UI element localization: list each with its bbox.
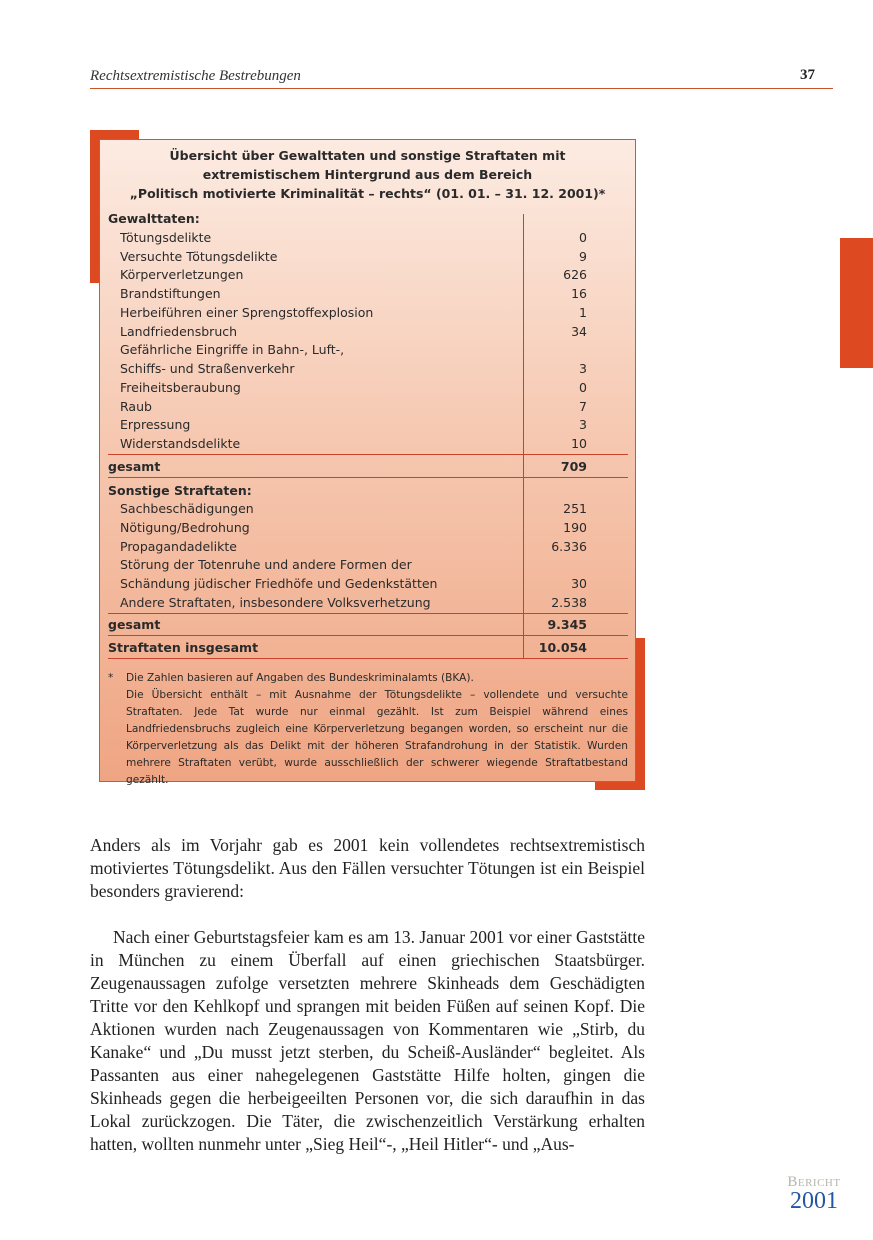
row-value: 3: [579, 361, 587, 376]
row-label: Nötigung/Bedrohung: [120, 520, 250, 535]
row-value: 626: [563, 267, 587, 282]
row-value: 2.538: [551, 595, 587, 610]
table-row: [108, 593, 628, 612]
rule-line: [108, 658, 628, 659]
subtotal-row-violent: [108, 457, 628, 476]
table-footnote: [108, 670, 628, 789]
row-value: 709: [560, 459, 587, 474]
table-row: [108, 284, 628, 303]
body-paragraph: Anders als im Vorjahr gab es 2001 kein vollendetes rechtsextremistisch motiviertes Tötungsdelikt. Aus den Fällen versuchter Tötungen ist ein Beispiel besonders gravierend:: [90, 835, 645, 901]
table-row: [108, 397, 628, 416]
row-label: Sachbeschädigungen: [120, 501, 254, 516]
table-row: [108, 265, 628, 284]
table-row: [108, 359, 628, 378]
row-value: 10.054: [538, 640, 587, 655]
footnote-explanation: Die Übersicht enthält – mit Ausnahme der Tötungsdelikte – vollendete und versuchte Straftaten. Jede Tat wurde nur einmal gezählt. Ist zum Beispiel während eines Landfriedensbruchs zugleich eine Körperverletzung begangen worden, so erscheint nur die Körperverletzung als das Delikt mit der höheren Strafandrohung in der Statistik. Wurden mehrere Straftaten verübt, wurde ausschließlich der schwerer wiegende Straftatbestand gezählt.: [126, 689, 628, 786]
row-value: 9: [579, 249, 587, 264]
row-label: Schändung jüdischer Friedhöfe und Gedenkstätten: [120, 576, 438, 591]
row-label: Schiffs- und Straßenverkehr: [120, 361, 295, 376]
logo-word: Bericht: [787, 1174, 841, 1190]
table-row: [108, 228, 628, 247]
row-value: 9.345: [547, 617, 587, 632]
section-heading-label: Sonstige Straftaten:: [108, 483, 252, 498]
table-row: [108, 537, 628, 556]
row-value: 10: [571, 436, 587, 451]
rule-line: [108, 454, 628, 455]
table-row: [108, 518, 628, 537]
row-value: 7: [579, 399, 587, 414]
page-number: 37: [800, 67, 815, 83]
grand-total-row: [108, 638, 628, 657]
footnote-marker: *: [108, 672, 114, 684]
statistics-table-box: [99, 139, 636, 786]
row-label: Raub: [120, 399, 152, 414]
row-value: 190: [563, 520, 587, 535]
row-value: 30: [571, 576, 587, 591]
row-label: Andere Straftaten, insbesondere Volksverhetzung: [120, 595, 431, 610]
table-row: [108, 434, 628, 453]
row-value: 3: [579, 417, 587, 432]
row-label: Herbeiführen einer Sprengstoffexplosion: [120, 305, 374, 320]
row-value: 0: [579, 230, 587, 245]
table-row: [108, 555, 628, 574]
section-heading-other: [108, 481, 628, 500]
row-label: Erpressung: [120, 417, 191, 432]
table-row: [108, 574, 628, 593]
logo-year: 2001: [790, 1188, 838, 1214]
row-value: 6.336: [551, 539, 587, 554]
row-label: Tötungsdelikte: [120, 230, 212, 245]
rule-line: [108, 613, 628, 614]
chapter-tab-marker: [840, 238, 873, 368]
row-label: Brandstiftungen: [120, 286, 221, 301]
row-value: 1: [579, 305, 587, 320]
table-title-line: extremistischem Hintergrund aus dem Bereich: [202, 167, 533, 182]
body-paragraph: Nach einer Geburtstagsfeier kam es am 13. Januar 2001 vor einer Gaststätte in München zu einem Überfall auf einen griechischen Staatsbürger. Zeugenaussagen zufolge versetzten mehrere Skinheads dem Geschädigten Tritte vor den Kehlkopf und sprangen mit beiden Füßen auf seinen Kopf. Die Aktionen wurden nach Zeugenaussagen von Kommentaren wie „Stirb, du Kanake“ und „Du musst jetzt sterben, du Scheiß-Ausländer“ begleitet. Als Passanten aus einer nahegelegenen Gaststätte Hilfe holten, gingen die Skinheads gegen die herbeigeeilten Personen vor, die sich daraufhin in das Lokal zurückzogen. Die Täter, die zwischenzeitlich Verstärkung erhalten hatten, wollten nunmehr unter „Sieg Heil“-, „Heil Hitler“- und „Aus-: [90, 927, 645, 1154]
table-row: [108, 340, 628, 359]
row-value: 16: [571, 286, 587, 301]
rule-line: [108, 635, 628, 636]
row-label: Propagandadelikte: [120, 539, 237, 554]
footnote-source: Die Zahlen basieren auf Angaben des Bundeskriminalamts (BKA).: [126, 672, 474, 684]
rule-line: [108, 477, 628, 478]
row-label: Versuchte Tötungsdelikte: [120, 249, 278, 264]
row-label: Störung der Totenruhe und andere Formen der: [120, 557, 412, 572]
row-label: Gefährliche Eingriffe in Bahn-, Luft-,: [120, 342, 345, 357]
row-label: Freiheitsberaubung: [120, 380, 241, 395]
table-row: [108, 322, 628, 341]
row-value: 251: [563, 501, 587, 516]
row-label: Landfriedensbruch: [120, 324, 238, 339]
row-value: 0: [579, 380, 587, 395]
table-row: [108, 378, 628, 397]
table-title-line: Übersicht über Gewalttaten und sonstige Straftaten mit: [169, 148, 566, 163]
row-value: 34: [571, 324, 587, 339]
running-title: Rechtsextremistische Bestrebungen: [90, 68, 301, 84]
row-label: Widerstandsdelikte: [120, 436, 241, 451]
table-row: [108, 247, 628, 266]
row-label: gesamt: [108, 459, 161, 474]
running-header: [90, 66, 833, 89]
table-row: [108, 415, 628, 434]
table-row: [108, 303, 628, 322]
row-label: gesamt: [108, 617, 161, 632]
table-title: [100, 146, 635, 203]
section-heading-violent: [108, 209, 628, 228]
subtotal-row-other: [108, 615, 628, 634]
row-label: Körperverletzungen: [120, 267, 244, 282]
report-logo: [779, 1175, 849, 1212]
table-title-line: „Politisch motivierte Kriminalität – rechts“ (01. 01. – 31. 12. 2001)*: [129, 186, 606, 201]
table-row: [108, 499, 628, 518]
row-label: Straftaten insgesamt: [108, 640, 259, 655]
section-heading-label: Gewalttaten:: [108, 211, 200, 226]
